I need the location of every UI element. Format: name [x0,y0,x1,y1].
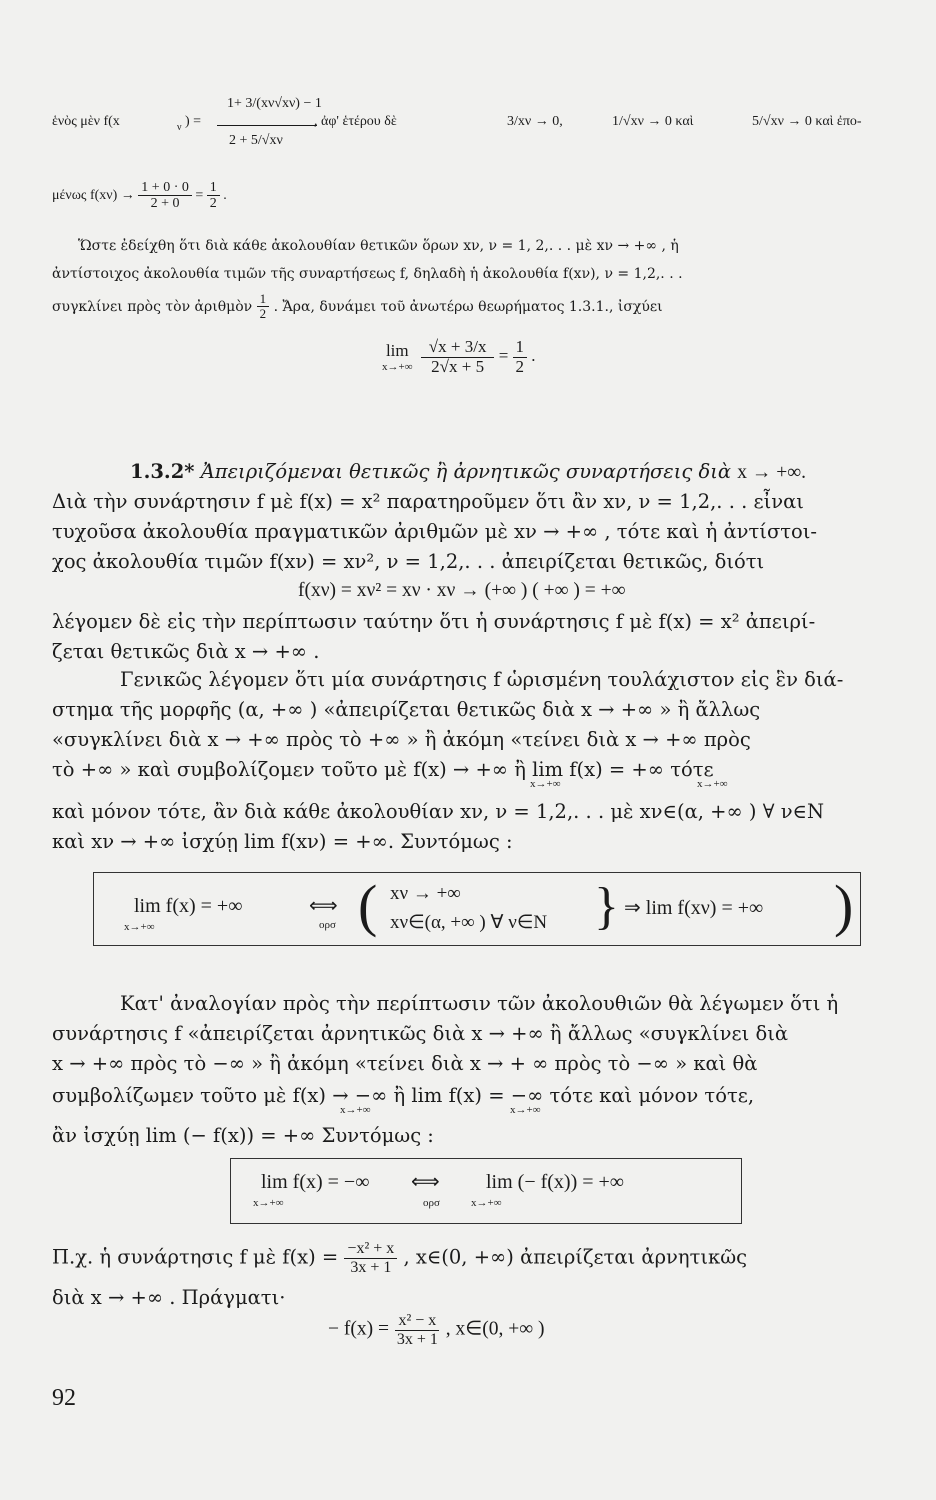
para1-line-4: f(xν) = xν² = xν · xν → (+∞ ) ( +∞ ) = +∞ [298,580,626,601]
formula-den: 2√x + 5 [431,356,485,376]
para3-sub-1: x→+∞ [340,1104,371,1116]
para2-sub-2: x→+∞ [697,778,728,790]
box1-cond1: xν → +∞ [390,883,461,904]
intro-left-sub: ν [177,122,182,133]
example-line3-den: 3x + 1 [396,1330,438,1348]
para2-line-2: στημα τῆς μορφῆς (α, +∞ ) «ἀπειρίζεται θετικῶς διὰ x → +∞ » ἢ ἄλλως [52,698,761,721]
para3-sub-2: x→+∞ [510,1104,541,1116]
para1-line-1: Διὰ τὴν συνάρτησιν f μὲ f(x) = x² παρατηροῦμεν ὅτι ἂν xν, ν = 1,2,. . . εἶναι [52,490,804,513]
example-line1-fraction [344,1240,397,1276]
formula-dot: . [531,346,536,366]
intro-line2-text: μένως f(xν) → [52,188,135,204]
box1-brace-right: } [594,878,619,935]
box2-lhs-sub: x→+∞ [253,1197,284,1209]
box1-lhs [134,895,242,918]
example-line-1 [52,1240,747,1284]
section-title-tail: x → +∞. [737,462,807,483]
intro-line5-num: 1 [257,292,270,307]
intro-line2-half-den: 2 [209,196,217,212]
intro-line5-den: 2 [259,306,267,322]
intro-line2-half [207,180,220,212]
para1-line-2: τυχοῦσα ἀκολουθία πραγματικῶν ἀριθμῶν μὲ xν → +∞ , τότε καὶ ἡ ἀντίστοι- [52,520,818,543]
section-number: 1.3.2* [130,460,195,483]
section-heading [130,460,806,484]
intro-lim1: 3/xν → 0, [507,114,563,129]
para1-line-5: λέγομεν δὲ εἰς τὴν περίπτωσιν ταύτην ὅτι ἡ συνάρτησις f μὲ f(x) = x² ἀπειρί- [52,610,816,633]
example-line3-fraction [394,1312,441,1348]
box2-rhs: lim (− f(x)) = +∞ [486,1171,625,1193]
example-line-3 [328,1312,545,1356]
formula-res-den: 2 [515,356,525,376]
formula-lim: lim [385,341,409,361]
para3-line-4: συμβολίζωμεν τοῦτο μὲ f(x) → −∞ ἢ lim f(x) = −∞ τότε καὶ μόνον τότε, [52,1084,755,1107]
box1-paren-right: ) [834,873,854,938]
intro-lim2: 1/√xν → 0 καὶ [612,114,694,129]
box1-lhs-sub: x→+∞ [124,921,155,933]
para1-line-3: χος ἀκολουθία τιμῶν f(xν) = xν², ν = 1,2,. . . ἀπειρίζεται θετικῶς, διότι [52,550,765,573]
formula-lim-sub: x→+∞ [382,361,413,374]
formula-limit [382,338,536,418]
intro-line-3: Ὥστε ἐδείχθη ὅτι διὰ κάθε ἀκολουθίαν θετικῶν ὅρων xν, ν = 1, 2,. . . μὲ xν → +∞ , ἡ [78,238,679,254]
box1-cond2: xν∈(α, +∞ ) ∀ ν∈N [390,912,548,933]
intro-lim3: 5/√xν → 0 καὶ ἐπο- [752,114,862,129]
para2-line-6: καὶ xν → +∞ ἰσχύῃ lim f(xν) = +∞. Συντόμως : [52,830,513,853]
para3-line-5: ἂν ἰσχύῃ lim (− f(x)) = +∞ Συντόμως : [52,1124,434,1147]
page-number: 92 [52,1385,76,1411]
intro-line-2 [52,180,227,220]
example-line-2: διὰ x → +∞ . Πράγματι· [52,1286,286,1309]
box2-iff-sub: ορσ [423,1197,440,1209]
box1-lhs-text: lim f(x) = +∞ [134,895,243,917]
example-line1-den: 3x + 1 [350,1258,392,1276]
intro-line-4: ἀντίστοιχος ἀκολουθία τιμῶν τῆς συναρτήσεως f, δηλαδὴ ἡ ἀκολουθία f(xν), ν = 1,2,. . . [52,266,683,282]
box1-iff-sub: ορσ [319,919,336,931]
intro-line-1 [52,86,912,166]
box2-iff: ⟺ [411,1171,440,1193]
formula-eq: = [498,346,509,366]
formula-result [513,338,528,376]
example-line3-a: − f(x) = [328,1318,389,1340]
example-line3-num: x² − x [395,1312,439,1331]
definition-box-positive [93,872,861,946]
intro-left-tail: ) = [185,114,202,129]
definition-box-negative [230,1158,742,1224]
intro-line2-den: 2 + 0 [150,196,180,212]
para2-line-4: τὸ +∞ » καὶ συμβολίζομεν τοῦτο μὲ f(x) → +∞ ἢ lim f(x) = +∞ τότε [52,758,714,781]
example-line1-b: , x∈(0, +∞) ἀπειρίζεται ἀρνητικῶς [403,1245,748,1269]
para3-line-1: Κατ' ἀναλογίαν πρὸς τὴν περίπτωσιν τῶν ἀκολουθιῶν θὰ λέγωμεν ὅτι ἡ [120,992,839,1015]
para2-line-3: «συγκλίνει διὰ x → +∞ πρὸς τὸ +∞ » ἢ ἀκόμη «τείνει διὰ x → +∞ πρὸς [52,728,751,751]
intro-line2-eq: = [195,188,204,204]
example-line3-b: , x∈(0, +∞ ) [445,1318,545,1340]
intro-mid-text: , ἀφ' ἑτέρου δὲ [314,114,397,129]
para2-sub-1: x→+∞ [530,778,561,790]
para2-line-1: Γενικῶς λέγομεν ὅτι μία συνάρτησις f ὡρισμένη τουλάχιστον εἰς ἓν διά- [120,668,844,691]
formula-num: √x + 3/x [421,338,495,358]
intro-frac-bar [217,125,317,126]
intro-line5-b: . Ἄρα, δυνάμει τοῦ ἀνωτέρω θεωρήματος 1.3.1., ἰσχύει [273,298,663,315]
box1-implies: ⇒ lim f(xν) = +∞ [624,897,764,919]
formula-res-num: 1 [513,338,528,358]
intro-line5-fraction [257,292,270,322]
intro-frac-top: 1+ 3/(xν√xν) − 1 [227,96,322,111]
intro-left-text: ἑνὸς μὲν f(x [52,114,120,129]
intro-line2-half-num: 1 [207,180,220,196]
example-line1-num: −x² + x [344,1240,397,1259]
para3-line-3: x → +∞ πρὸς τὸ −∞ » ἢ ἀκόμη «τείνει διὰ x → + ∞ πρὸς τὸ −∞ » καὶ θὰ [52,1052,758,1075]
intro-line2-dot: . [223,188,227,204]
formula-lim-block [382,341,413,373]
intro-line2-num: 1 + 0 · 0 [138,180,192,196]
formula-fraction [421,338,495,376]
intro-line2-fraction [138,180,192,212]
section-title: Ἀπειριζόμεναι θετικῶς ἢ ἀρνητικῶς συναρτήσεις διὰ [200,460,732,483]
para3-line-2: συνάρτησις f «ἀπειρίζεται ἀρνητικῶς διὰ x → +∞ ἢ ἄλλως «συγκλίνει διὰ [52,1022,789,1045]
box2-lhs: lim f(x) = −∞ [261,1171,370,1193]
intro-line-5 [52,292,663,332]
intro-line5-a: συγκλίνει πρὸς τὸν ἀριθμὸν [52,298,253,315]
intro-main-fraction [217,86,322,166]
example-line1-a: Π.χ. ἡ συνάρτησις f μὲ f(x) = [52,1245,339,1269]
intro-frac-bottom: 2 + 5/√xν [229,133,283,148]
box2-rhs-sub: x→+∞ [471,1197,502,1209]
para1-line-6: ζεται θετικῶς διὰ x → +∞ . [52,640,320,663]
box1-brace-left: ( [358,873,378,938]
para2-line-5: καὶ μόνον τότε, ἂν διὰ κάθε ἀκολουθίαν xν, ν = 1,2,. . . μὲ xν∈(α, +∞ ) ∀ ν∈N [52,800,825,823]
box1-iff: ⟺ [309,895,338,917]
